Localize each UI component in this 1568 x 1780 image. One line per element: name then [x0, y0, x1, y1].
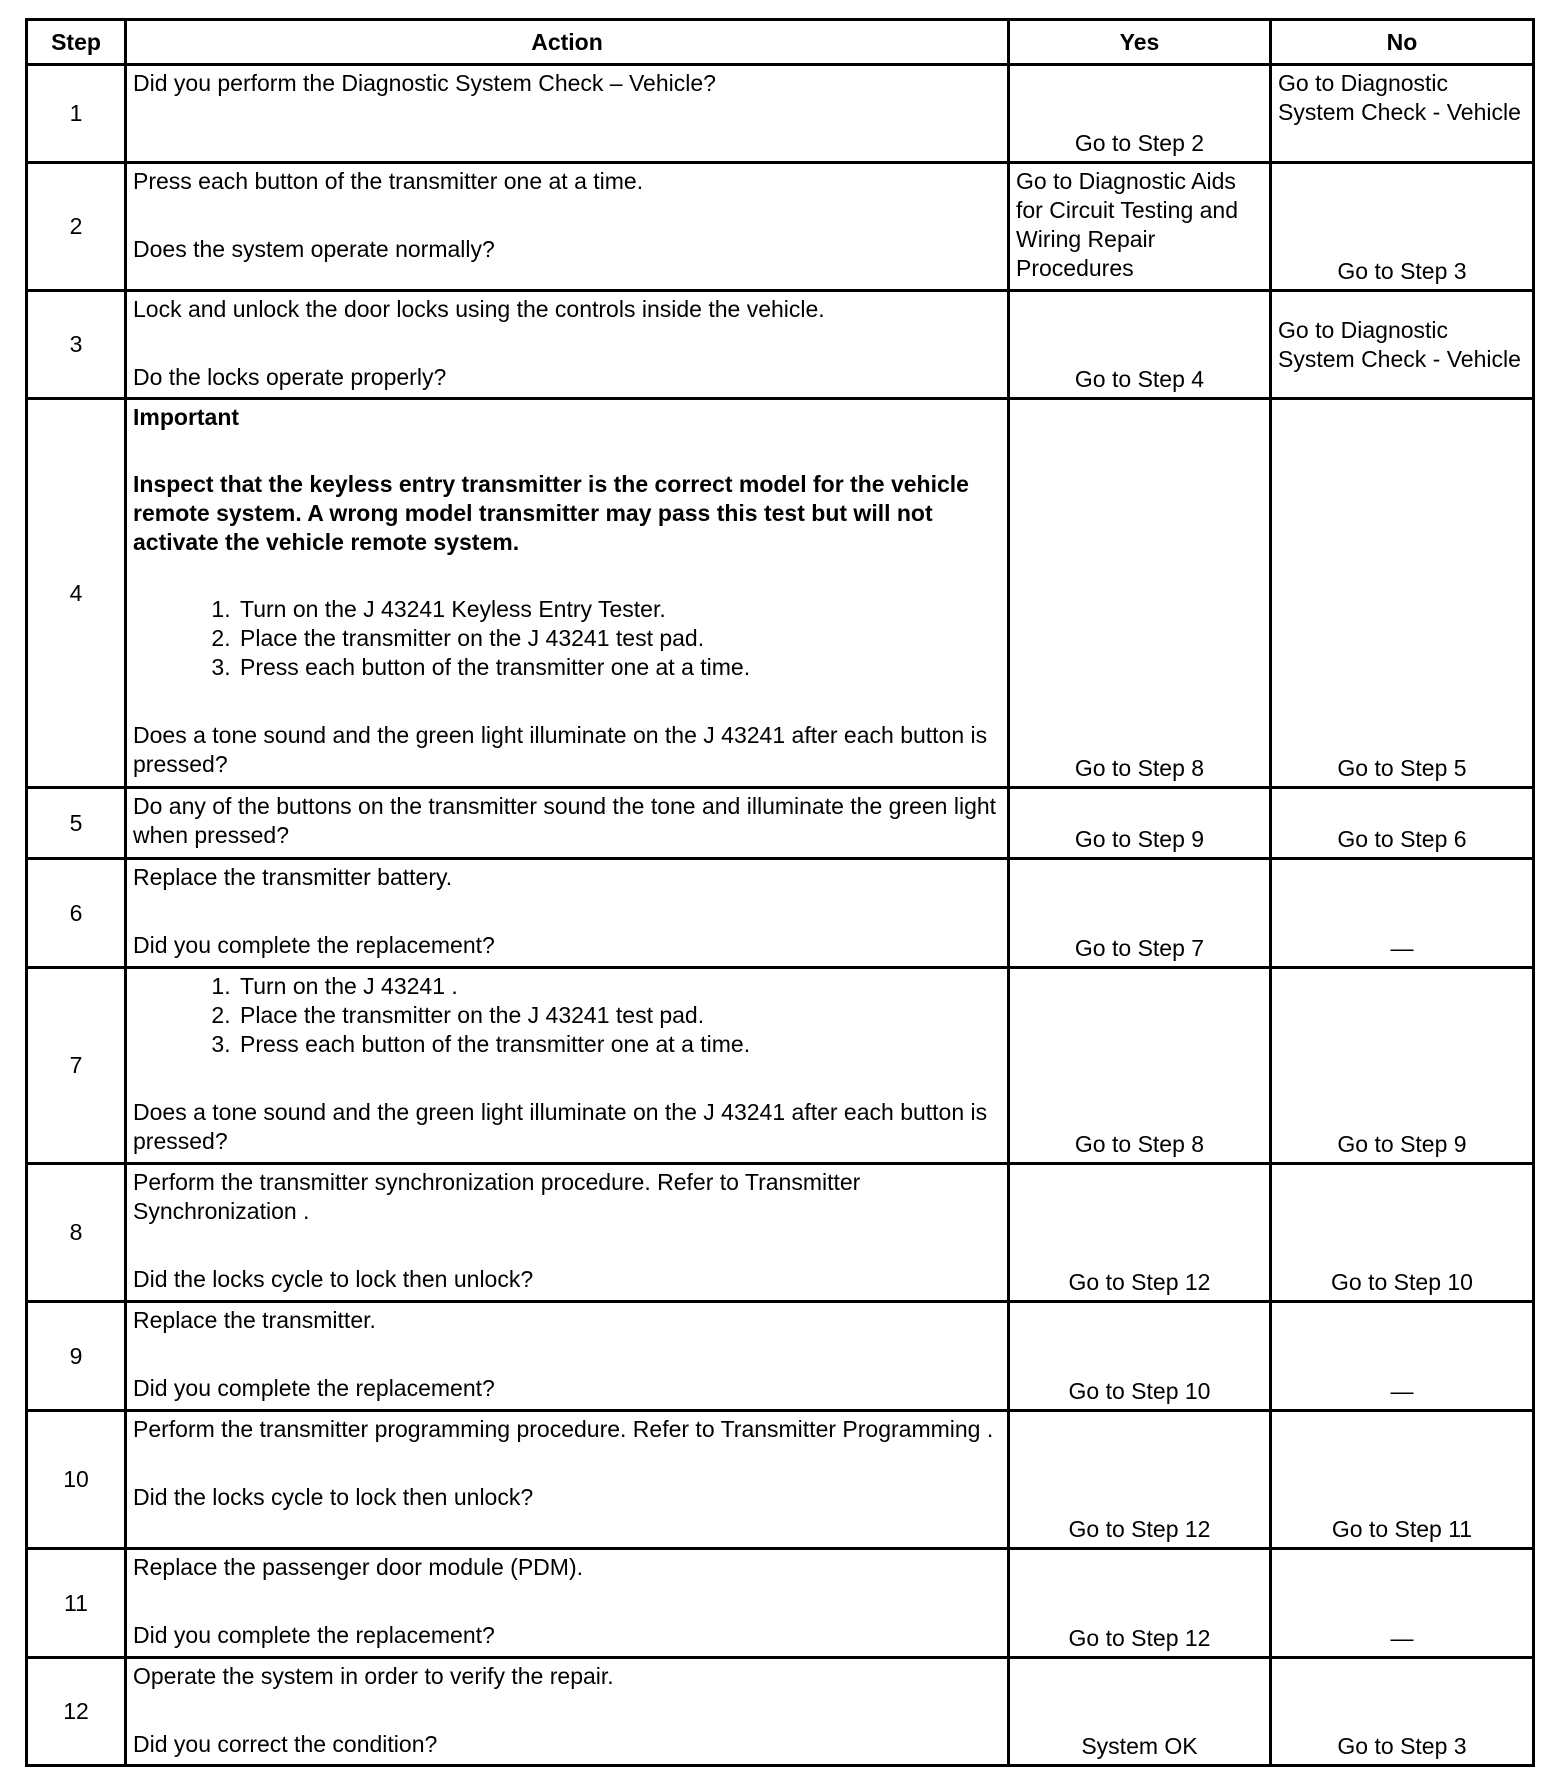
no-link[interactable]: Go to Step 9	[1337, 1131, 1467, 1157]
yes-link[interactable]: Go to Step 12	[1068, 1269, 1211, 1295]
yes-link[interactable]: Go to Step 7	[1074, 935, 1205, 961]
no-link: —	[1390, 1378, 1414, 1404]
table-row	[27, 163, 1534, 291]
table-row	[27, 968, 1534, 1164]
action-text: Press each button of the transmitter one at a time.	[133, 168, 644, 194]
list-item: 1. Turn on the J 43241 .	[237, 972, 1001, 1001]
no-link[interactable]: Go to Step 11	[1331, 1516, 1473, 1542]
table-row	[27, 859, 1534, 968]
yes-link[interactable]: Go to Step 4	[1074, 366, 1205, 392]
action-cell	[126, 859, 1009, 968]
yes-cell	[1009, 1302, 1271, 1411]
step-number: 7	[27, 968, 126, 1164]
step-number: 9	[27, 1302, 126, 1411]
action-cell	[126, 399, 1009, 788]
action-cell	[126, 1411, 1009, 1549]
action-question: Did you correct the condition?	[133, 1731, 438, 1757]
table-row	[27, 1164, 1534, 1302]
no-link[interactable]: Go to Diagnostic System Check - Vehicle	[1278, 316, 1521, 372]
yes-link[interactable]: Go to Step 2	[1074, 130, 1205, 156]
action-cell	[126, 968, 1009, 1164]
procedure-list	[133, 595, 1001, 682]
action-text: Replace the transmitter battery.	[133, 864, 453, 890]
no-cell	[1271, 1411, 1534, 1549]
step-number: 11	[27, 1549, 126, 1658]
yes-link[interactable]: Go to Step 10	[1068, 1378, 1211, 1404]
procedure-list	[133, 972, 1001, 1059]
yes-cell	[1009, 65, 1271, 163]
table-row	[27, 399, 1534, 788]
header-action: Action	[126, 20, 1009, 65]
table-row	[27, 788, 1534, 859]
no-link[interactable]: Go to Step 3	[1337, 1733, 1467, 1759]
no-link: —	[1390, 1625, 1414, 1651]
yes-cell	[1009, 788, 1271, 859]
yes-cell	[1009, 1164, 1271, 1302]
header-no: No	[1271, 20, 1534, 65]
step-number: 6	[27, 859, 126, 968]
step-number: 3	[27, 291, 126, 399]
step-number: 4	[27, 399, 126, 788]
yes-link[interactable]: Go to Step 9	[1074, 826, 1205, 852]
action-question: Did the locks cycle to lock then unlock?	[133, 1266, 534, 1292]
action-cell	[126, 291, 1009, 399]
table-row	[27, 1302, 1534, 1411]
list-item: 2. Place the transmitter on the J 43241 test pad.	[237, 624, 1001, 653]
list-item: 1. Turn on the J 43241 Keyless Entry Tester.	[237, 595, 1001, 624]
action-text: Operate the system in order to verify the repair.	[133, 1663, 614, 1689]
header-yes: Yes	[1009, 20, 1271, 65]
action-question: Did you complete the replacement?	[133, 1375, 495, 1401]
yes-cell	[1009, 291, 1271, 399]
yes-link[interactable]: Go to Step 12	[1068, 1625, 1211, 1651]
list-item: 3. Press each button of the transmitter one at a time.	[237, 1030, 1001, 1059]
no-link[interactable]: Go to Step 10	[1331, 1269, 1473, 1295]
action-cell	[126, 1302, 1009, 1411]
header-row	[27, 20, 1534, 65]
important-warning: Inspect that the keyless entry transmitter is the correct model for the vehicle remote system. A wrong model transmitter may pass this test but will not activate the vehicle remote system.	[133, 471, 969, 555]
no-cell	[1271, 1164, 1534, 1302]
no-link[interactable]: Go to Step 3	[1337, 258, 1467, 284]
yes-link[interactable]: Go to Step 8	[1074, 755, 1205, 781]
no-cell	[1271, 291, 1534, 399]
no-link[interactable]: Go to Step 5	[1337, 755, 1467, 781]
yes-cell	[1009, 399, 1271, 788]
action-text: Replace the transmitter.	[133, 1307, 376, 1333]
step-number: 1	[27, 65, 126, 163]
action-cell	[126, 163, 1009, 291]
action-text: Lock and unlock the door locks using the controls inside the vehicle.	[133, 296, 825, 322]
list-item: 3. Press each button of the transmitter one at a time.	[237, 653, 1001, 682]
yes-link[interactable]: Go to Step 12	[1068, 1516, 1211, 1542]
no-link[interactable]: Go to Diagnostic System Check - Vehicle	[1278, 70, 1521, 125]
yes-cell	[1009, 163, 1271, 291]
action-question: Did you complete the replacement?	[133, 1622, 495, 1648]
list-item: 2. Place the transmitter on the J 43241 test pad.	[237, 1001, 1001, 1030]
no-cell	[1271, 163, 1534, 291]
action-question: Does the system operate normally?	[133, 236, 495, 262]
action-question: Did the locks cycle to lock then unlock?	[133, 1484, 534, 1510]
action-cell	[126, 1658, 1009, 1766]
step-number: 2	[27, 163, 126, 291]
step-number: 5	[27, 788, 126, 859]
action-text: Did you perform the Diagnostic System Check – Vehicle?	[126, 65, 1009, 163]
no-cell	[1271, 968, 1534, 1164]
yes-cell	[1009, 1658, 1271, 1766]
no-cell	[1271, 859, 1534, 968]
no-link: —	[1390, 935, 1414, 961]
no-cell	[1271, 1658, 1534, 1766]
yes-cell	[1009, 1549, 1271, 1658]
action-cell	[126, 1164, 1009, 1302]
header-step: Step	[27, 20, 126, 65]
yes-cell	[1009, 968, 1271, 1164]
table-row	[27, 291, 1534, 399]
yes-link[interactable]: Go to Diagnostic Aids for Circuit Testing and Wiring Repair Procedures	[1016, 168, 1239, 281]
no-link[interactable]: Go to Step 6	[1337, 826, 1467, 852]
action-cell	[126, 1549, 1009, 1658]
action-question: Do the locks operate properly?	[133, 364, 447, 390]
table-row	[27, 1549, 1534, 1658]
important-label: Important	[133, 404, 240, 430]
no-cell	[1271, 788, 1534, 859]
no-cell	[1271, 1549, 1534, 1658]
yes-link[interactable]: System OK	[1081, 1733, 1198, 1759]
action-question: Does a tone sound and the green light illuminate on the J 43241 after each button is pressed?	[133, 722, 988, 777]
diagnostic-table	[25, 18, 1535, 1767]
action-text: Perform the transmitter synchronization procedure. Refer to Transmitter Synchronization .	[133, 1169, 861, 1224]
yes-cell	[1009, 859, 1271, 968]
step-number: 12	[27, 1658, 126, 1766]
yes-cell	[1009, 1411, 1271, 1549]
action-text: Do any of the buttons on the transmitter sound the tone and illuminate the green light when pressed?	[126, 788, 1009, 859]
action-question: Did you complete the replacement?	[133, 932, 495, 958]
no-cell	[1271, 65, 1534, 163]
step-number: 8	[27, 1164, 126, 1302]
no-cell	[1271, 399, 1534, 788]
step-number: 10	[27, 1411, 126, 1549]
table-row	[27, 65, 1534, 163]
yes-link[interactable]: Go to Step 8	[1074, 1131, 1205, 1157]
action-text: Perform the transmitter programming procedure. Refer to Transmitter Programming .	[133, 1416, 994, 1442]
action-text: Replace the passenger door module (PDM).	[133, 1554, 584, 1580]
no-cell	[1271, 1302, 1534, 1411]
table-row	[27, 1411, 1534, 1549]
table-row	[27, 1658, 1534, 1766]
action-question: Does a tone sound and the green light illuminate on the J 43241 after each button is pressed?	[133, 1099, 988, 1154]
